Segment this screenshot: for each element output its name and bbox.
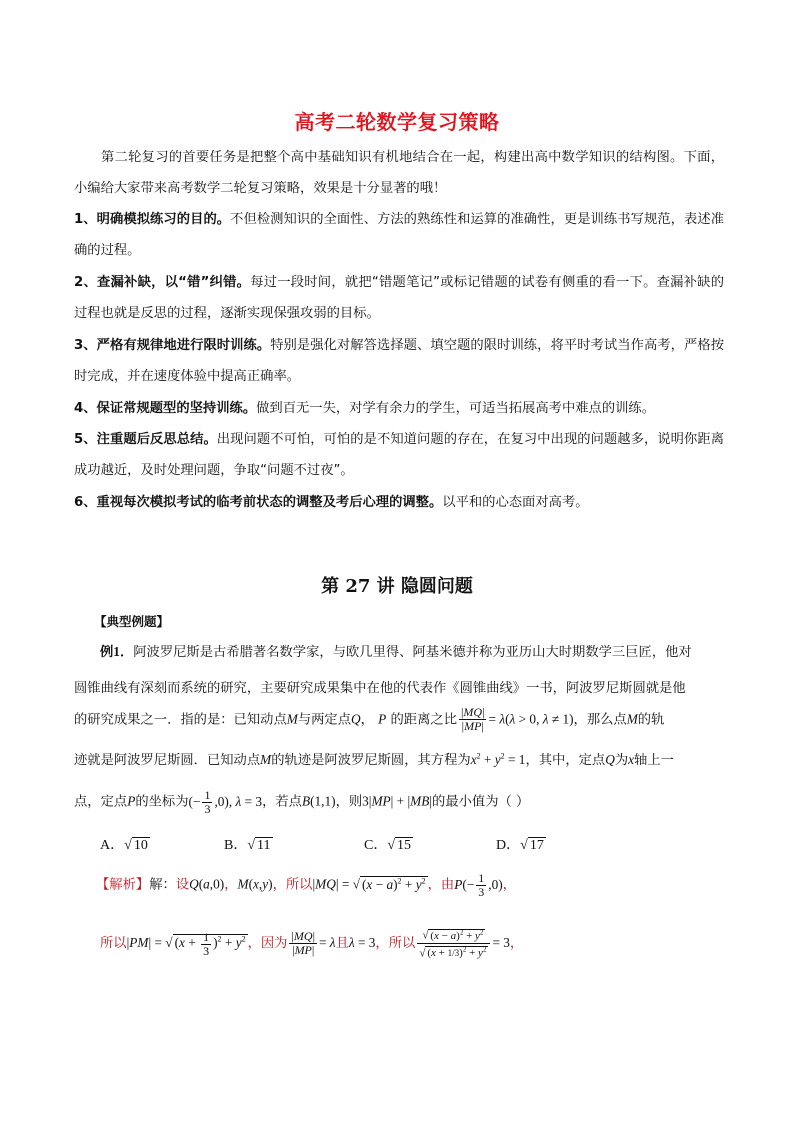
math-P: P: [378, 711, 387, 727]
solution-line-2: 所以|PM| = √ (x + $\frac{1}{3}$ )$^2 + y^2$ ，因为 $\frac{|MQ|}{|MP|}$ = λ且λ = 3，所以 $\frac{√ (x - a)^2 + y^2}{√ (x + 1/3)^2 + y^2}$ = 3，: [100, 928, 524, 960]
example-text: 与两定点: [297, 712, 352, 728]
solution-text: 设: [175, 877, 190, 893]
strategy-body: 不但检测知识的全面性、方法的熟练性和运算的准确性，更是训练书写规范，表述准确的过程。: [74, 212, 724, 258]
example-line-2: 圆锥曲线有深刻而系统的研究，主要研究成果集中在他的代表作《圆锥曲线》一书，阿波罗尼斯圆就是他: [74, 681, 686, 696]
solution-text: ，因为: [247, 936, 288, 952]
example-line-5: 点，定点P的坐标为(− $\frac{1}{3}$ ,0), λ = 3，若点B(1,1)，则3|MP| + |MB|的最小值为（ ）: [74, 788, 530, 816]
example-text: ，其中，定点: [525, 753, 606, 768]
strategy-heading: 5、注重题后反思总结。: [74, 432, 217, 447]
target-expression: 3|MP| + |MB|: [362, 793, 433, 809]
strategy-item-1: [74, 204, 724, 266]
point-B: B(1,1): [301, 793, 336, 809]
strategy-heading: 6、重视每次模拟考试的临考前状态的调整及考后心理的调整。: [74, 495, 443, 510]
section-label: 【典型例题】: [94, 614, 170, 629]
circle-equation: $x^2 + y^2 = 1$: [470, 751, 526, 767]
example-text: ，: [360, 712, 374, 728]
strategy-body: 特别是强化对解答选择题、填空题的限时训练，将平时考试当作高考，严格按时完成，并在速度体验中提高正确率。: [74, 338, 724, 384]
example-text: 的距离之比: [390, 712, 457, 728]
option-d[interactable]: D．√ 17: [496, 838, 544, 853]
example-text: 的轨: [637, 712, 665, 728]
option-c[interactable]: C．√ 15: [364, 838, 412, 853]
math-M: M: [286, 711, 298, 727]
math-Q: Q: [351, 711, 361, 727]
example-text: 的轨迹是阿波罗尼斯圆，其方程为: [271, 753, 471, 768]
example-line-1: [100, 641, 692, 660]
lambda-condition: = λ(λ > 0, λ ≠ 1): [488, 711, 574, 727]
option-a[interactable]: A．√ 10: [100, 838, 148, 853]
solution-text: ，所以: [375, 936, 416, 952]
example-text: 为: [614, 753, 629, 768]
point-P-coordinates: (− $\frac{1}{3}$ ,0), λ = 3: [188, 788, 263, 816]
solution-text: 且: [335, 936, 349, 952]
example-text: 点，定点: [74, 794, 128, 810]
example-text: ，则: [335, 794, 363, 810]
example-text: ，那么点: [573, 712, 627, 728]
document-title: 高考二轮数学复习策略: [294, 110, 500, 134]
strategy-heading: 1、明确模拟练习的目的。: [74, 212, 231, 227]
example-text: 的最小值为（ ）: [432, 794, 530, 810]
example-text: ，若点: [262, 794, 302, 810]
strategy-body: 以平和的心态面对高考。: [442, 495, 589, 510]
strategy-body: 出现问题不可怕，可怕的是不知道问题的存在，在复习中出现的问题越多，说明你距离成功越近，及时处理问题，争取“问题不过夜”。: [74, 432, 724, 478]
strategy-item-6: [74, 487, 724, 518]
example-label: 例1．: [100, 644, 134, 659]
strategy-heading: 2、查漏补缺，以“错”纠错。: [74, 275, 251, 290]
ratio-fraction: $\frac{|MQ|}{|MP|}$: [461, 705, 485, 733]
lecture-title: 第 27 讲 隐圆问题: [321, 576, 473, 597]
option-b[interactable]: B．√ 11: [224, 838, 271, 853]
example-text: 阿波罗尼斯是古希腊著名数学家，与欧几里得、阿基米德并称为亚历山大时期数学三巨匠，他对: [133, 645, 692, 660]
intro-paragraph: 第二轮复习的首要任务是把整个高中基础知识有机地结合在一起，构建出高中数学知识的结构图。下面，小编给大家带来高考数学二轮复习策略，效果是十分显著的哦！: [74, 150, 724, 196]
strategy-body: 做到百无一失，对学有余力的学生，可适当拓展高考中难点的训练。: [256, 401, 656, 416]
strategy-item-5: [74, 424, 724, 486]
example-text: 迹就是阿波罗尼斯圆．已知动点: [74, 753, 261, 768]
solution-text: ，由: [427, 877, 455, 893]
example-text: 的坐标为: [135, 794, 189, 810]
strategy-heading: 4、保证常规题型的坚持训练。: [74, 401, 257, 416]
strategy-item-3: [74, 330, 724, 392]
example-line-4: 迹就是阿波罗尼斯圆．已知动点M的轨迹是阿波罗尼斯圆，其方程为$x^2 + y^2 = 1$，其中，定点Q为x轴上一: [74, 751, 674, 768]
example-text: 轴上一: [634, 753, 674, 768]
solution-tag: 【解析】: [96, 877, 150, 893]
strategy-body: 每过一段时间，就把“错题笔记”或标记错题的试卷有侧重的看一下。查漏补缺的过程也就是反思的过程，逐渐实现保强攻弱的目标。: [74, 275, 725, 321]
solution-text: ，所以: [272, 877, 313, 893]
solution-line-1: 【解析】解：设Q(a,0)，M(x,y)，所以|MQ| = √ $(x - a)^2 + y^2$ ，由P(− $\frac{1}{3}$ ,0)，: [96, 871, 516, 899]
strategy-heading: 3、严格有规律地进行限时训练。: [74, 338, 271, 353]
solution-jie: 解：: [149, 877, 176, 893]
example-text: 的研究成果之一．指的是：已知动点: [74, 712, 287, 728]
solution-text: 所以: [100, 936, 127, 952]
strategy-item-4: [74, 393, 724, 424]
strategy-item-2: [74, 267, 724, 329]
example-line-3: 的研究成果之一．指的是：已知动点M与两定点Q， P 的距离之比 $\frac{|MQ|}{|MP|}$ = λ(λ > 0, λ ≠ 1)，那么点M的轨: [74, 705, 665, 733]
